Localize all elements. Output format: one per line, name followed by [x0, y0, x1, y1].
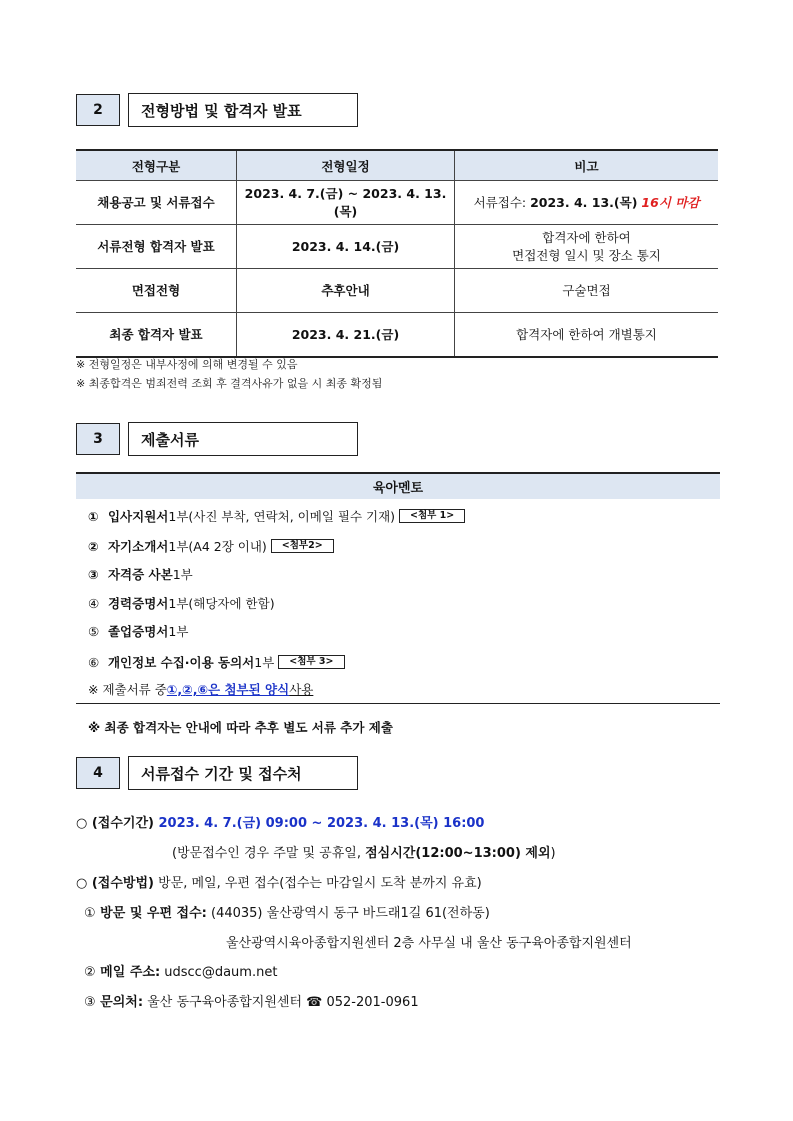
note-deadline-time: 16시 마감 — [641, 194, 700, 210]
table-row — [76, 313, 718, 358]
attachment-badge: <첨부 1> — [399, 509, 465, 523]
documents-header: 육아멘토 — [76, 472, 720, 499]
divider — [76, 703, 720, 704]
row-kind: 면접전형 — [76, 269, 237, 313]
row-date: 2023. 4. 14.(금) — [237, 225, 455, 269]
mail-value[interactable]: udscc@daum.net — [160, 965, 278, 980]
item-mark: ② — [88, 538, 99, 554]
header-date: 전형일정 — [237, 150, 455, 181]
schedule-header-row — [76, 150, 718, 181]
application-method — [76, 872, 482, 891]
item-mark: ① — [88, 508, 99, 524]
row-kind: 서류전형 합격자 발표 — [76, 225, 237, 269]
item-desc: 1부 — [168, 624, 189, 639]
list-item — [88, 594, 275, 612]
note-line1: 합격자에 한하여 — [542, 229, 631, 245]
visit-address — [84, 902, 490, 921]
period-value: 2023. 4. 7.(금) 09:00 ~ 2023. 4. 13.(목) 16:00 — [158, 816, 485, 831]
documents-remark — [88, 680, 313, 698]
visit-value: (44035) 울산광역시 동구 바드래1길 61(전하동) — [206, 906, 490, 921]
row-date: 2023. 4. 21.(금) — [237, 313, 455, 358]
list-item — [88, 565, 193, 583]
table-row — [76, 225, 718, 269]
item-mark: ④ — [88, 595, 100, 611]
period-sub-prefix: (방문접수인 경우 주말 및 공휴일, — [172, 846, 366, 861]
visit-label: 방문 및 우편 접수: — [95, 906, 207, 921]
remark-forms: ①,②,⑥은 첨부된 양식 — [166, 682, 290, 697]
contact-label: 문의처: — [95, 995, 144, 1010]
item-name: 자격증 사본 — [107, 567, 173, 582]
item-mark: ⑤ — [88, 623, 100, 639]
schedule-note: ※ 최종합격은 범죄전력 조회 후 결격사유가 없을 시 최종 확정됨 — [76, 377, 383, 390]
row-kind: 채용공고 및 서류접수 — [76, 181, 237, 225]
list-item — [88, 622, 188, 640]
item-desc: 1부(해당자에 한함) — [168, 596, 275, 611]
note-prefix: 서류접수: — [473, 194, 531, 210]
row-note: 합격자에 한하여 개별통지 — [455, 313, 719, 358]
period-sub-suffix: ) — [550, 846, 556, 861]
contact-mark: ③ — [84, 995, 96, 1010]
mail-address — [84, 961, 277, 980]
attachment-badge: <첨부 3> — [278, 655, 344, 669]
schedule-note: ※ 전형일정은 내부사정에 의해 변경될 수 있음 — [76, 358, 298, 371]
item-name: 개인정보 수집·이용 동의서 — [107, 655, 255, 670]
section2-number: 2 — [76, 94, 120, 126]
note-line2: 면접전형 일시 및 장소 통지 — [512, 247, 661, 263]
final-note: ※ 최종 합격자는 안내에 따라 추후 별도 서류 추가 제출 — [88, 720, 393, 735]
visit-address-line2: 울산광역시육아종합지원센터 2층 사무실 내 울산 동구육아종합지원센터 — [226, 936, 632, 951]
row-date: 2023. 4. 7.(금) ~ 2023. 4. 13.(목) — [237, 181, 455, 225]
method-label: ○ (접수방법) — [76, 876, 154, 891]
section3-title: 제출서류 — [128, 422, 358, 456]
remark-suffix: 사용 — [289, 682, 314, 697]
item-name: 입사지원서 — [107, 509, 169, 524]
note-deadline: 2023. 4. 13.(목) — [530, 194, 638, 210]
application-period — [76, 812, 484, 831]
table-row — [76, 181, 718, 225]
row-note: 구술면접 — [455, 269, 719, 313]
contact — [84, 991, 419, 1010]
method-value: 방문, 메일, 우편 접수(접수는 마감일시 도착 분까지 유효) — [153, 876, 482, 891]
schedule-table — [76, 149, 718, 358]
section4-title: 서류접수 기간 및 접수처 — [128, 756, 358, 790]
phone-icon: ☎ — [306, 995, 323, 1010]
table-row — [76, 269, 718, 313]
item-name: 경력증명서 — [107, 596, 169, 611]
mail-label: 메일 주소: — [95, 965, 161, 980]
row-note — [455, 225, 719, 269]
section4-number: 4 — [76, 757, 120, 789]
attachment-badge: <첨부2> — [271, 539, 334, 553]
item-desc: 1부(사진 부착, 연락처, 이메일 필수 기재) — [168, 509, 396, 524]
list-item — [88, 537, 334, 555]
period-exceptions — [172, 842, 556, 861]
phone-number: 052-201-0961 — [322, 995, 419, 1010]
item-name: 자기소개서 — [107, 539, 169, 554]
row-kind: 최종 합격자 발표 — [76, 313, 237, 358]
row-note — [455, 181, 719, 225]
list-item — [88, 507, 465, 525]
item-name: 졸업증명서 — [107, 624, 169, 639]
mail-mark: ② — [84, 965, 96, 980]
visit-mark: ① — [84, 906, 96, 921]
period-label: ○ (접수기간) — [76, 816, 159, 831]
header-note: 비고 — [455, 150, 719, 181]
remark-prefix: ※ 제출서류 중 — [88, 682, 167, 697]
contact-value: 울산 동구육아종합지원센터 — [143, 995, 307, 1010]
item-mark: ⑥ — [88, 654, 100, 670]
header-kind: 전형구분 — [76, 150, 237, 181]
item-desc: 1부 — [254, 655, 275, 670]
item-desc: 1부 — [172, 567, 193, 582]
section3-number: 3 — [76, 423, 120, 455]
item-desc: 1부(A4 2장 이내) — [168, 539, 267, 554]
item-mark: ③ — [88, 566, 99, 582]
period-sub-bold: 점심시간(12:00~13:00) 제외 — [365, 846, 551, 861]
row-date: 추후안내 — [237, 269, 455, 313]
list-item — [88, 653, 345, 671]
section2-title: 전형방법 및 합격자 발표 — [128, 93, 358, 127]
